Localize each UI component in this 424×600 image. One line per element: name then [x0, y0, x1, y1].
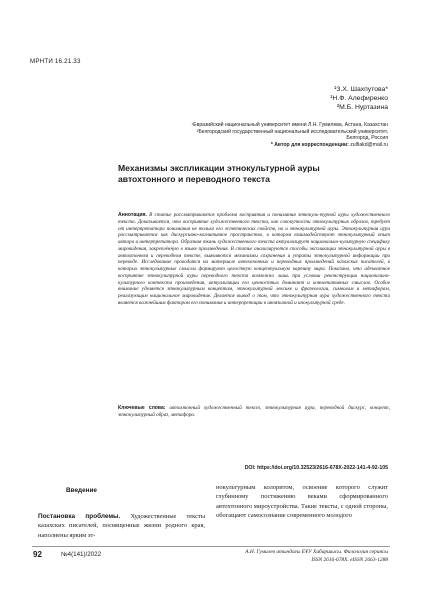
journal-issn: ISSN 2616-678X. eISSN 2663-1288: [311, 556, 388, 563]
corresponding-author: [192, 142, 388, 149]
journal-footer: [245, 549, 388, 564]
grnti-code: МРНТИ 16.21.33: [30, 58, 81, 65]
section-heading-introduction: Введение: [66, 487, 97, 494]
author-list: [330, 85, 388, 113]
corresponding-email[interactable]: zulfiakd@mail.ru: [348, 141, 388, 148]
body-column-left: [38, 512, 205, 540]
author-2: ¹Н.Ф. Алефиренко: [330, 95, 388, 103]
keywords: [118, 405, 390, 419]
problem-statement-text: Художественные тексты казахских писателей, посвященные жизни родного края, наполнены ярким эт-: [38, 513, 205, 539]
footer-divider: [32, 546, 390, 547]
body-column-right: нокультурным колоритом, освоение которого служит глубинному постижению веками сформированного автохтонного мироустройства. Такие тексты, с одной стороны, обогащают самосознание современного молодого: [216, 484, 388, 519]
issue-number: №4(141)/2022: [61, 551, 102, 558]
page-number: 92: [33, 550, 42, 559]
author-3: ²М.Б. Нуртазина: [336, 104, 388, 112]
article-title: Механизмы экспликации этнокультурной ауры автохтонного и переводного текста: [118, 163, 320, 184]
journal-name: А.Н. Гумилев атындағы ЕҰУ Хабаршысы. Филология сериясы: [245, 549, 388, 555]
affiliation-2: ²Белгородский государственный национальный исследовательский университет,: [196, 128, 388, 135]
affiliations: [192, 122, 388, 148]
abstract-label: Аннотация.: [118, 212, 147, 218]
keywords-label: Ключевые слова:: [118, 405, 166, 411]
keywords-text: автохтонный художественный текст, этнокультурная аура, переводной дискурс, концепт, этнокультурный образ, метафора.: [118, 405, 390, 418]
abstract: [118, 212, 390, 307]
affiliation-2-city: Белгород, Россия: [346, 135, 388, 142]
author-1: ¹З.Х. Шахпутова*: [334, 86, 388, 93]
doi-link[interactable]: DOI: https://doi.org/10.32523/2616-678X-2022-141-4-92-105: [244, 465, 388, 471]
problem-statement-label: Постановка проблемы.: [38, 513, 121, 520]
abstract-text: В статье рассматриваются проблема восприятия и понимания этнокуль-турной ауры художественного текста. Доказывается, что восприятие художественного текста, как совокупности этнокультурных образов, требует от интерпретатора понимания не только его эстетических свойств, но и этнокультурной ауры. Этнокультурная аура рассматривается как дискурсивно-когнитивное пространство, в котором взаимодействуют этнокультурный опыт автора и интерпретатора. Образная ткань художественного текста актуализирует национально-культурную специфику мировидения, закреплённую в языке произведения. В статье анализируются способы экспликации этнокультурной ауры в автохтонном и переводном тексте, выявляются механизмы сохранения и утраты этнокультурной информации при переводе. Исследование проводится на материале автохтонных и переводных произведений казахских писателей, в которых этнокультурные смыслы формируют целостную концептуальную картину мира. Показано, что адекватное восприятие этнокультурной ауры переводного текста возможно лишь при условии реконструкции национально-культурного контекста произведения, актуализации его ценностных доминант и коннотативных смыслов. Особое внимание уделяется этнокультурным концептам, этнокультурной лексике и фразеологии, символам и метафорам, реализующим национальное мировидение. Делается вывод о том, что этнокультурная аура художественного текста является важнейшим фактором его понимания и интерпретации в иноязычной и инокультурной среде.: [118, 212, 390, 306]
corresponding-label: * Автор для корреспонденции:: [270, 141, 349, 148]
affiliation-1: ¹Евразийский национальный университет имени Л.Н. Гумилева, Астана, Казахстан: [191, 122, 388, 128]
